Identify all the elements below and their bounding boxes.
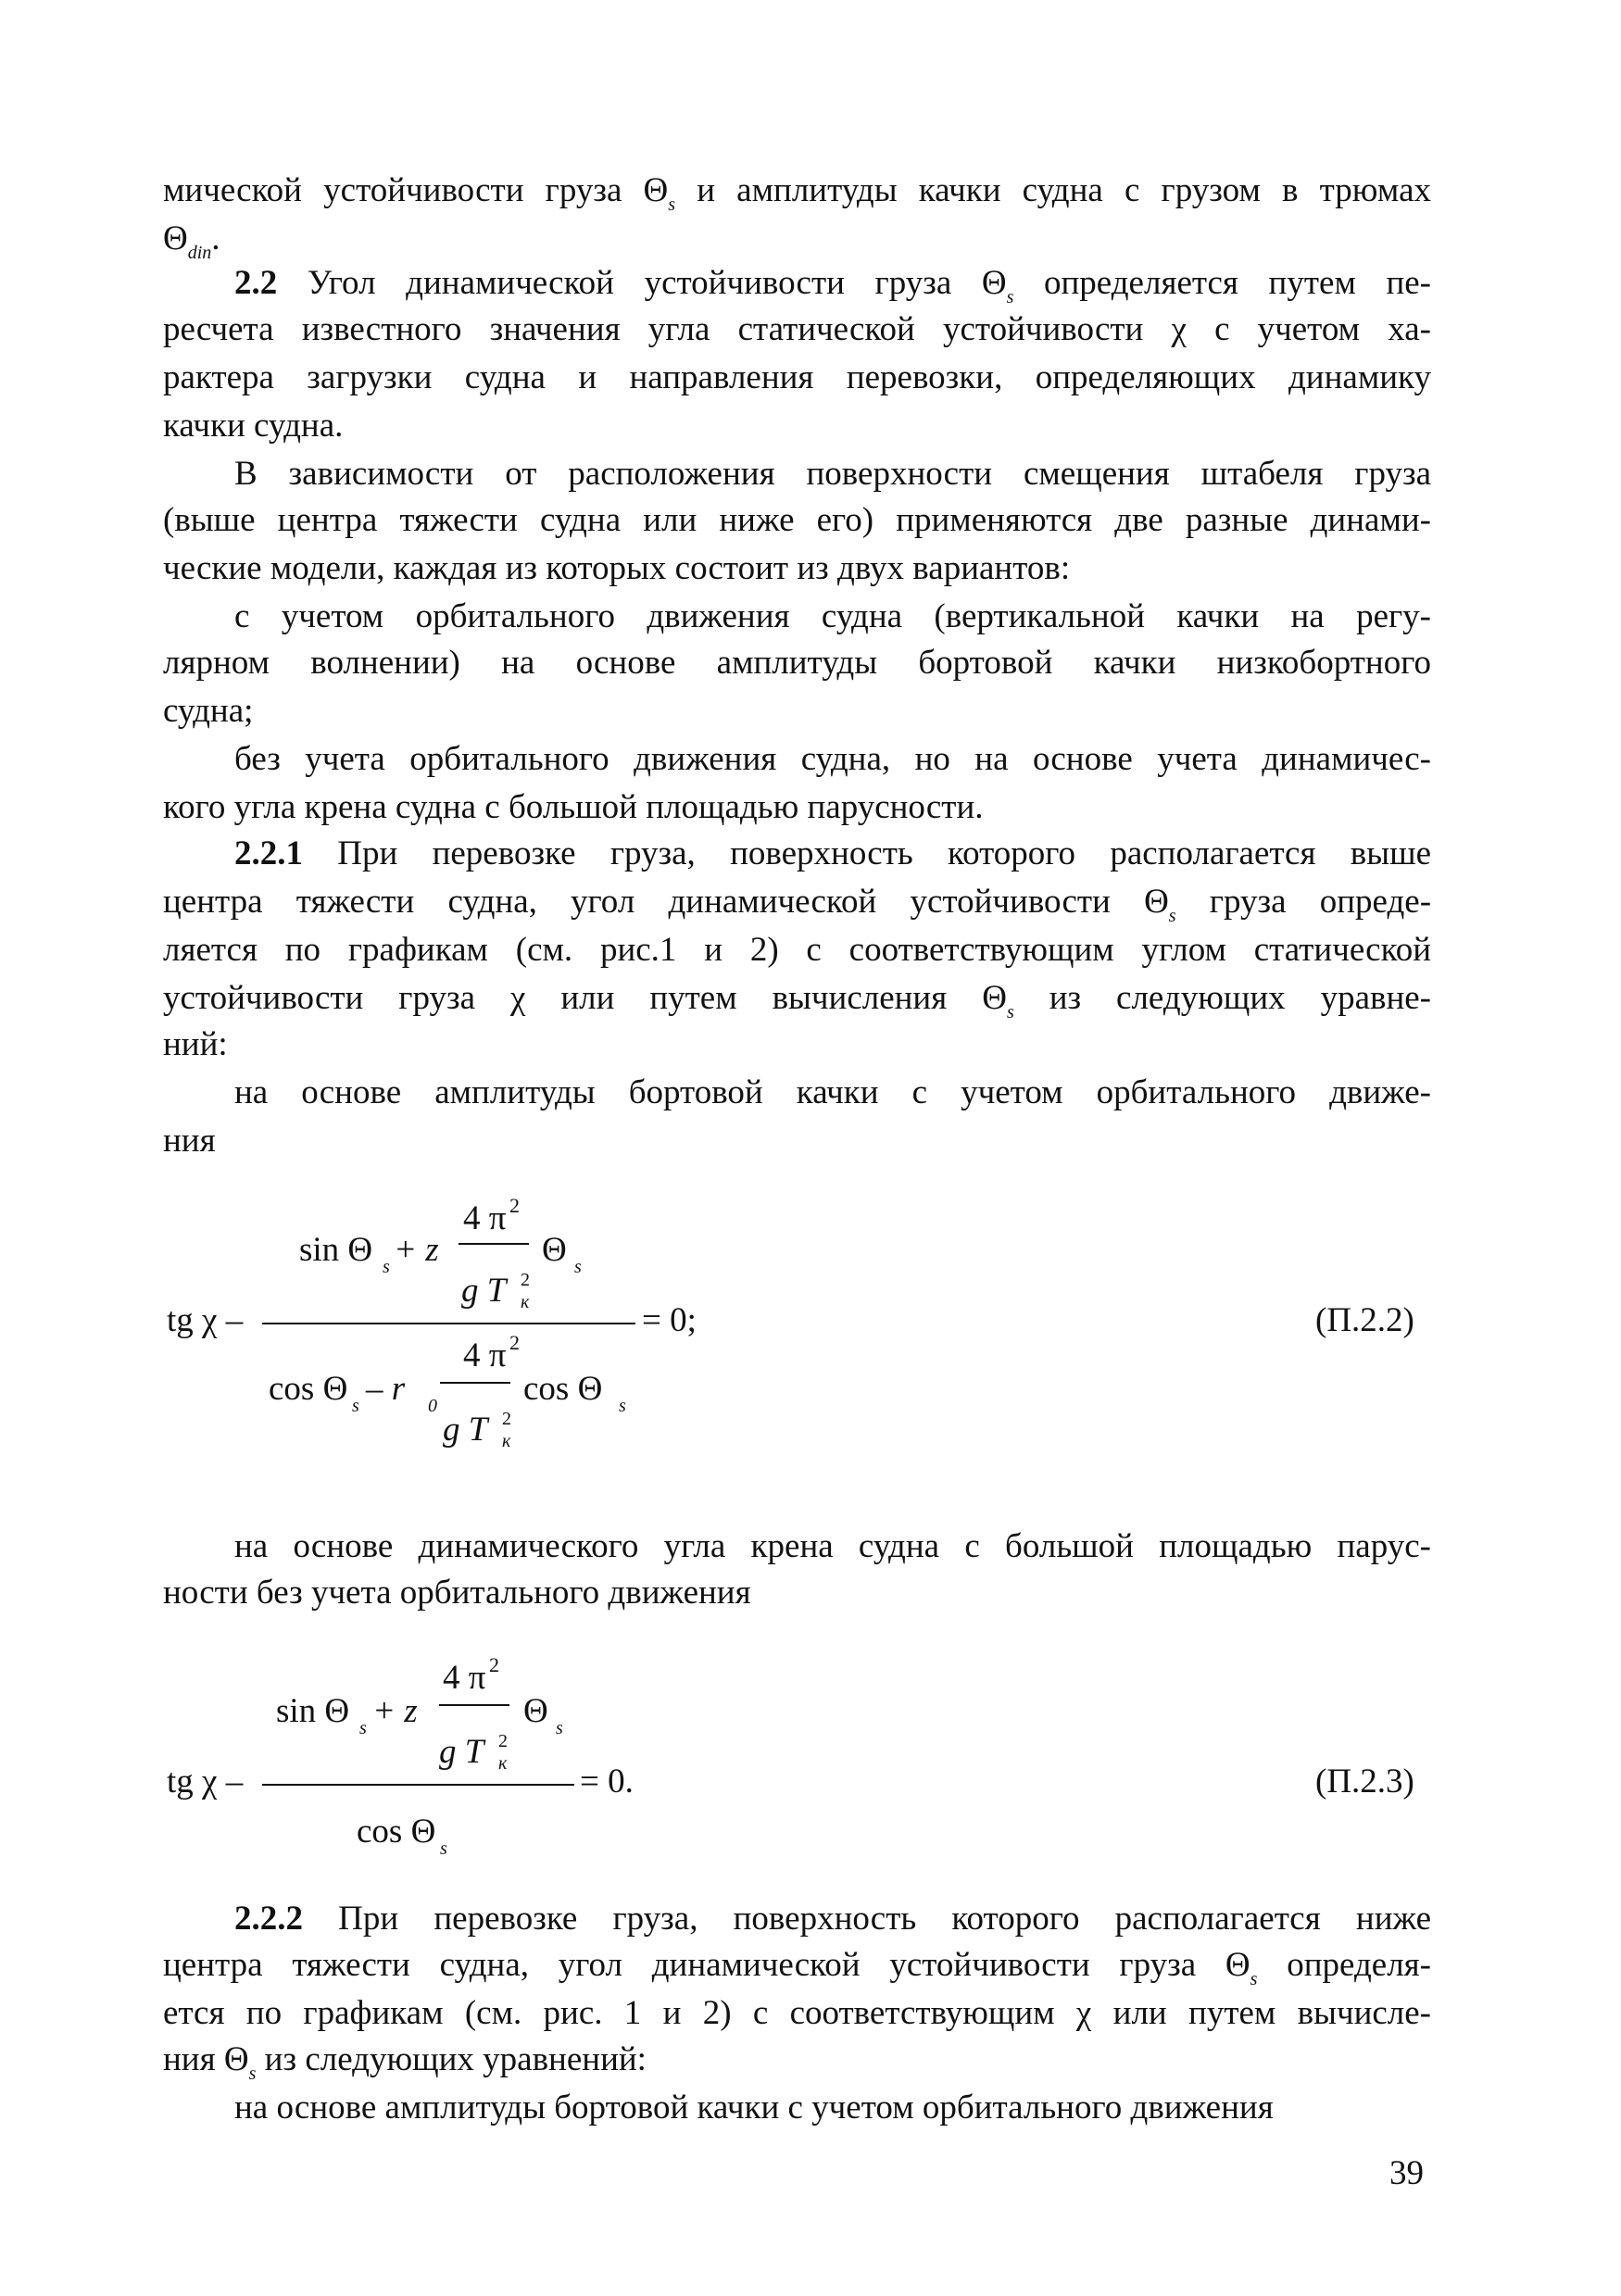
text-line: с учетом орбитального движения судна (вертикальной качки на регу- — [234, 597, 1431, 635]
text-line: 2.2 Угол динамической устойчивости груза $\Theta_s$ определяется путем пе- — [234, 264, 1432, 307]
text-line: 2.2.2 При перевозке груза, поверхность которого располагается ниже — [234, 1900, 1432, 1938]
text-line: судна; — [163, 692, 254, 730]
text-line: на основе амплитуды бортовой качки с учетом орбитального движе- — [234, 1073, 1431, 1111]
text-line: 2.2.1 При перевозке груза, поверхность которого располагается выше — [234, 834, 1431, 872]
text-line: В зависимости от расположения поверхности смещения штабеля груза — [234, 455, 1431, 493]
text-line: центра тяжести судна, угол динамической устойчивости $\Theta_s$ груза опреде- — [163, 883, 1432, 926]
text-line: рактера загрузки судна и направления перевозки, определяющих динамику — [163, 358, 1431, 396]
text-line: без учета орбитального движения судна, но на основе учета динамичес- — [234, 740, 1431, 778]
text-line: на основе динамического угла крена судна с большой площадью парус- — [234, 1527, 1431, 1565]
text-line: ности без учета орбитального движения — [163, 1574, 751, 1612]
page-number: 39 — [1389, 2154, 1424, 2192]
document-page: мической устойчивости груза $\Theta_s$ и амплитуды качки судна с грузом в трюмах $\Theta_{din}$. 2.2 Угол динамической устойчивости груза $\Theta_s$ определяется путем пе- ресчета известного значения угла статической устойчивости χ с учетом ха- рактера загрузки судна и направления перевозки, определяющих динамику качки судна. В зависимости от расположения поверхности смещения штабеля груза (выше центра тяжести судна или ниже его) применяются две разные динами- ческие модели, каждая из которых состоит из двух вариантов: с учетом орбитального движения судна (вертикальной качки на регу- лярном волнении) на основе амплитуды бортовой качки низкобортного судна; без учета орбитального движения судна, но на основе учета динамичес- кого угла крена судна с большой площадью парусности. 2.2.1 При перевозке груза, поверхность которого располагается выше центра тяжести судна, угол динамической устойчивости $\Theta_s$ груза опреде- ляется по графикам (см. рис.1 и 2) с соответствующим углом статической устойчивости груза χ или путем вычисления $\Theta_s$ из следующих уравне- ний: на основе амплитуды бортовой качки с учетом орбитального движе- ния 4 π 2 sin Θ s + z Θ s g T 2 к tg χ – = 0; (П.2.2) 4 π 2 cos Θ s – r 0 cos Θ s g T 2 к на основе динамического угла крена судна с большой площадью парус- ности без учета орбитального движения 4 π 2 sin Θ s + z Θ s g T 2 к tg χ – = 0. (П.2.3) cos Θ s 2.2.2 При перевозке груза, поверхность которого располагается ниже центра тяжести судна, угол динамической устойчивости груза $\Theta_s$ определя- ется по графикам (см. рис. 1 и 2) с соответствующим χ или путем вычисле- ния $\Theta_s$ из следующих уравнений: на основе амплитуды бортовой качки с учетом орбитального движения 39 — [0, 0, 1621, 2296]
text-line: (выше центра тяжести судна или ниже его) применяются две разные динами- — [163, 501, 1431, 539]
text-line: центра тяжести судна, угол динамической устойчивости груза $\Theta_s$ определя- — [163, 1946, 1432, 1989]
text-line: ческие модели, каждая из которых состоит из двух вариантов: — [163, 549, 1071, 587]
text-line: ния $\Theta_s$ из следующих уравнений: — [163, 2040, 647, 2084]
text-line: качки судна. — [163, 407, 344, 445]
text-line: лярном волнении) на основе амплитуды бортовой качки низкобортного — [163, 644, 1431, 682]
text-line: ресчета известного значения угла статической устойчивости χ с учетом ха- — [163, 310, 1431, 348]
text-line: ляется по графикам (см. рис.1 и 2) с соответствующим углом статической — [163, 931, 1431, 969]
text-line: на основе амплитуды бортовой качки с учетом орбитального движения — [234, 2089, 1274, 2127]
text-line: ний: — [163, 1025, 228, 1063]
text-line: кого угла крена судна с большой площадью парусности. — [163, 788, 984, 826]
text-line: ется по графикам (см. рис. 1 и 2) с соответствующим χ или путем вычисле- — [163, 1994, 1431, 2032]
text-line: $\Theta_{din}$. — [163, 220, 220, 263]
text-line: устойчивости груза χ или путем вычисления $\Theta_s$ из следующих уравне- — [163, 979, 1432, 1023]
text-line: мической устойчивости груза $\Theta_s$ и амплитуды качки судна с грузом в трюмах — [163, 171, 1431, 215]
text-line: ния — [163, 1122, 216, 1160]
